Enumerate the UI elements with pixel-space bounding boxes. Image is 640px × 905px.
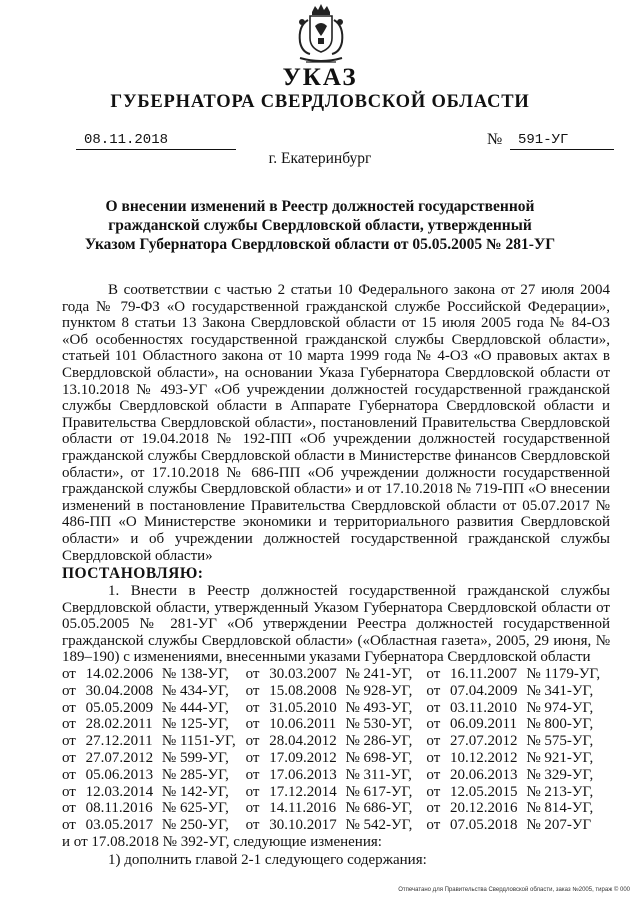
amendment-number: № 285-УГ,	[161, 766, 229, 783]
amendment-number: № 207-УГ	[526, 817, 592, 834]
preamble-paragraph: В соответствии с частью 2 статьи 10 Федерального закона от 27 июля 2004 года № 79-ФЗ «О государственной гражданской службе Российской Федерации», пунктом 8 статьи 13 Закона Свердловской области от 15 июля 2005 года № 84-ОЗ «Об особенностях государственной гражданской службы Свердловской области», статьей 101 Областного закона от 10 марта 1999 года № 4-ОЗ «О правовых актах в Свердловской области», на основании Указа Губернатора Свердловской области от 13.10.2018 № 493-УГ «Об учреждении должностей государственной гражданской службы Свердловской области в Аппарате Губернатора Свердловской области и Правительства Свердловской области», постановлений Правительства Свердловской области от 19.04.2018 № 192-ПП «Об учреждении должностей государственной гражданской службы Свердловской области в Министерстве финансов Свердловской области», от 17.10.2018 № 686-ПП «Об учреждении должности государственной гражданской службы Свердловской области» и от 17.10.2018 № 719-ПП «О внесении изменений в постановление Правительства Свердловской области от 05.07.2017 № 486-ПП «О Министерстве экономики и территориального развития Свердловской области» и об учреждении должностей государственной гражданской службы Свердловской области»	[62, 282, 610, 564]
amendment-row	[62, 716, 610, 733]
amendment-row	[62, 683, 610, 700]
amendment-number: № 1179-УГ,	[526, 666, 601, 682]
amendment-row	[62, 750, 610, 767]
amendment-number: № 444-УГ,	[161, 699, 229, 716]
amendment-date: 14.11.2016	[269, 800, 337, 817]
document-date: 08.11.2018	[76, 132, 236, 150]
amendment-number: № 814-УГ,	[526, 800, 594, 817]
ot-word: от	[426, 766, 441, 783]
amendments-tail: и от 17.08.2018 № 392-УГ, следующие изменения:	[62, 834, 382, 850]
ot-word: от	[426, 666, 441, 682]
ot-word: от	[245, 766, 260, 783]
ot-word: от	[62, 682, 76, 699]
amendment-date: 03.05.2017	[85, 817, 154, 834]
amendment-number: № 341-УГ,	[526, 682, 594, 699]
amendment-number: № 241-УГ,	[345, 666, 413, 682]
amendment-row	[62, 817, 610, 834]
coat-of-arms-emblem	[288, 2, 354, 68]
subject-line: О внесении изменений в Реестр должностей государственной	[105, 198, 535, 215]
ot-word: от	[62, 766, 76, 783]
document-type-title: УКАЗ	[282, 64, 358, 91]
amendment-date: 27.07.2012	[450, 733, 518, 750]
amendment-date: 16.11.2007	[450, 666, 517, 682]
amendment-date: 20.06.2013	[450, 766, 518, 783]
amendment-date: 05.06.2013	[85, 766, 154, 783]
ot-word: от	[426, 733, 441, 750]
amendment-date: 28.04.2012	[269, 733, 337, 750]
amendment-row	[62, 800, 610, 817]
ot-word: от	[62, 699, 76, 716]
sub-item-1: 1) дополнить главой 2-1 следующего содержания:	[108, 852, 427, 868]
amendment-date: 20.12.2016	[450, 800, 518, 817]
amendment-date: 17.12.2014	[269, 783, 337, 800]
amendment-date: 07.05.2018	[450, 817, 518, 834]
ot-word: от	[245, 716, 260, 733]
amendment-row	[62, 767, 610, 784]
amendment-number: № 493-УГ,	[345, 699, 413, 716]
ot-word: от	[426, 749, 441, 766]
document-city: г. Екатеринбург	[268, 150, 372, 167]
amendment-number: № 530-УГ,	[345, 716, 413, 733]
amendment-number: № 921-УГ,	[526, 749, 594, 766]
amendment-row	[62, 700, 610, 717]
amendment-number: № 138-УГ,	[161, 666, 229, 682]
ot-word: от	[426, 783, 441, 800]
amendment-row	[62, 784, 610, 801]
ot-word: от	[426, 716, 441, 733]
print-footer: Отпечатано для Правительства Свердловской области, заказ №2005, тираж © 000	[398, 887, 630, 893]
amendment-date: 08.11.2016	[85, 800, 153, 817]
amendment-date: 27.07.2012	[85, 749, 154, 766]
ot-word: от	[426, 817, 441, 834]
amendment-date: 27.12.2011	[85, 733, 153, 750]
amendment-date: 05.05.2009	[85, 699, 154, 716]
amendment-number: № 617-УГ,	[345, 783, 413, 800]
ot-word: от	[245, 699, 260, 716]
amendment-number: № 434-УГ,	[161, 682, 229, 699]
ot-word: от	[245, 817, 260, 834]
amendments-table	[62, 666, 610, 834]
amendment-date: 30.10.2017	[269, 817, 337, 834]
amendment-number: № 1151-УГ,	[161, 733, 236, 750]
amendment-date: 17.09.2012	[269, 749, 337, 766]
ot-word: от	[62, 666, 76, 682]
amendment-number: № 686-УГ,	[345, 800, 413, 817]
amendment-number: № 974-УГ,	[526, 699, 594, 716]
amendment-number: № 542-УГ,	[345, 817, 413, 834]
amendment-date: 12.05.2015	[450, 783, 518, 800]
ot-word: от	[62, 783, 76, 800]
number-sign: №	[487, 131, 503, 148]
ot-word: от	[245, 666, 260, 682]
amendment-number: № 800-УГ,	[526, 716, 594, 733]
amendment-number: № 142-УГ,	[161, 783, 229, 800]
amendment-date: 31.05.2010	[269, 699, 337, 716]
decree-word: ПОСТАНОВЛЯЮ:	[62, 565, 204, 582]
amendment-number: № 928-УГ,	[345, 682, 413, 699]
ot-word: от	[62, 749, 76, 766]
amendment-number: № 250-УГ,	[161, 817, 229, 834]
amendment-date: 10.06.2011	[269, 716, 337, 733]
ot-word: от	[62, 716, 76, 733]
subject-line: Указом Губернатора Свердловской области от 05.05.2005 № 281-УГ	[84, 236, 556, 253]
amendment-number: № 625-УГ,	[161, 800, 229, 817]
amendment-date: 12.03.2014	[85, 783, 154, 800]
amendment-row	[62, 733, 610, 750]
ot-word: от	[426, 682, 441, 699]
amendment-number: № 213-УГ,	[526, 783, 594, 800]
amendment-number: № 125-УГ,	[161, 716, 229, 733]
ot-word: от	[245, 733, 260, 750]
amendment-number: № 329-УГ,	[526, 766, 594, 783]
amendment-date: 30.03.2007	[269, 666, 337, 682]
amendment-number: № 575-УГ,	[526, 733, 594, 750]
ot-word: от	[245, 783, 260, 800]
amendment-number: № 311-УГ,	[345, 766, 412, 783]
item-1-paragraph: 1. Внести в Реестр должностей государственной гражданской службы Свердловской области, утвержденный Указом Губернатора Свердловской области от 05.05.2005 № 281-УГ «Об утверждении Реестра должностей государственной гражданской службы Свердловской области» («Областная газета», 2005, 29 июня, № 189–190) с изменениями, внесенными указами Губернатора Свердловской области	[62, 583, 610, 666]
amendment-date: 15.08.2008	[269, 682, 337, 699]
document-number: 591-УГ	[510, 132, 614, 150]
amendment-date: 14.02.2006	[85, 666, 154, 682]
ot-word: от	[62, 817, 76, 834]
subject-line: гражданской службы Свердловской области, утвержденный	[108, 217, 532, 234]
ot-word: от	[245, 800, 260, 817]
ot-word: от	[426, 800, 441, 817]
amendment-date: 30.04.2008	[85, 682, 154, 699]
amendment-date: 28.02.2011	[85, 716, 153, 733]
ot-word: от	[426, 699, 441, 716]
amendment-date: 03.11.2010	[450, 699, 517, 716]
amendment-row	[62, 666, 610, 683]
amendment-number: № 698-УГ,	[345, 749, 413, 766]
ot-word: от	[62, 733, 76, 750]
issuer-title: ГУБЕРНАТОРА СВЕРДЛОВСКОЙ ОБЛАСТИ	[110, 92, 530, 112]
amendment-number: № 599-УГ,	[161, 749, 229, 766]
amendment-date: 07.04.2009	[450, 682, 518, 699]
preamble-block	[62, 282, 610, 564]
ot-word: от	[245, 749, 260, 766]
amendment-date: 06.09.2011	[450, 716, 517, 733]
ot-word: от	[62, 800, 76, 817]
document-subject	[0, 197, 640, 254]
ot-word: от	[245, 682, 260, 699]
amendment-date: 10.12.2012	[450, 749, 518, 766]
amendment-number: № 286-УГ,	[345, 733, 413, 750]
amendment-date: 17.06.2013	[269, 766, 337, 783]
